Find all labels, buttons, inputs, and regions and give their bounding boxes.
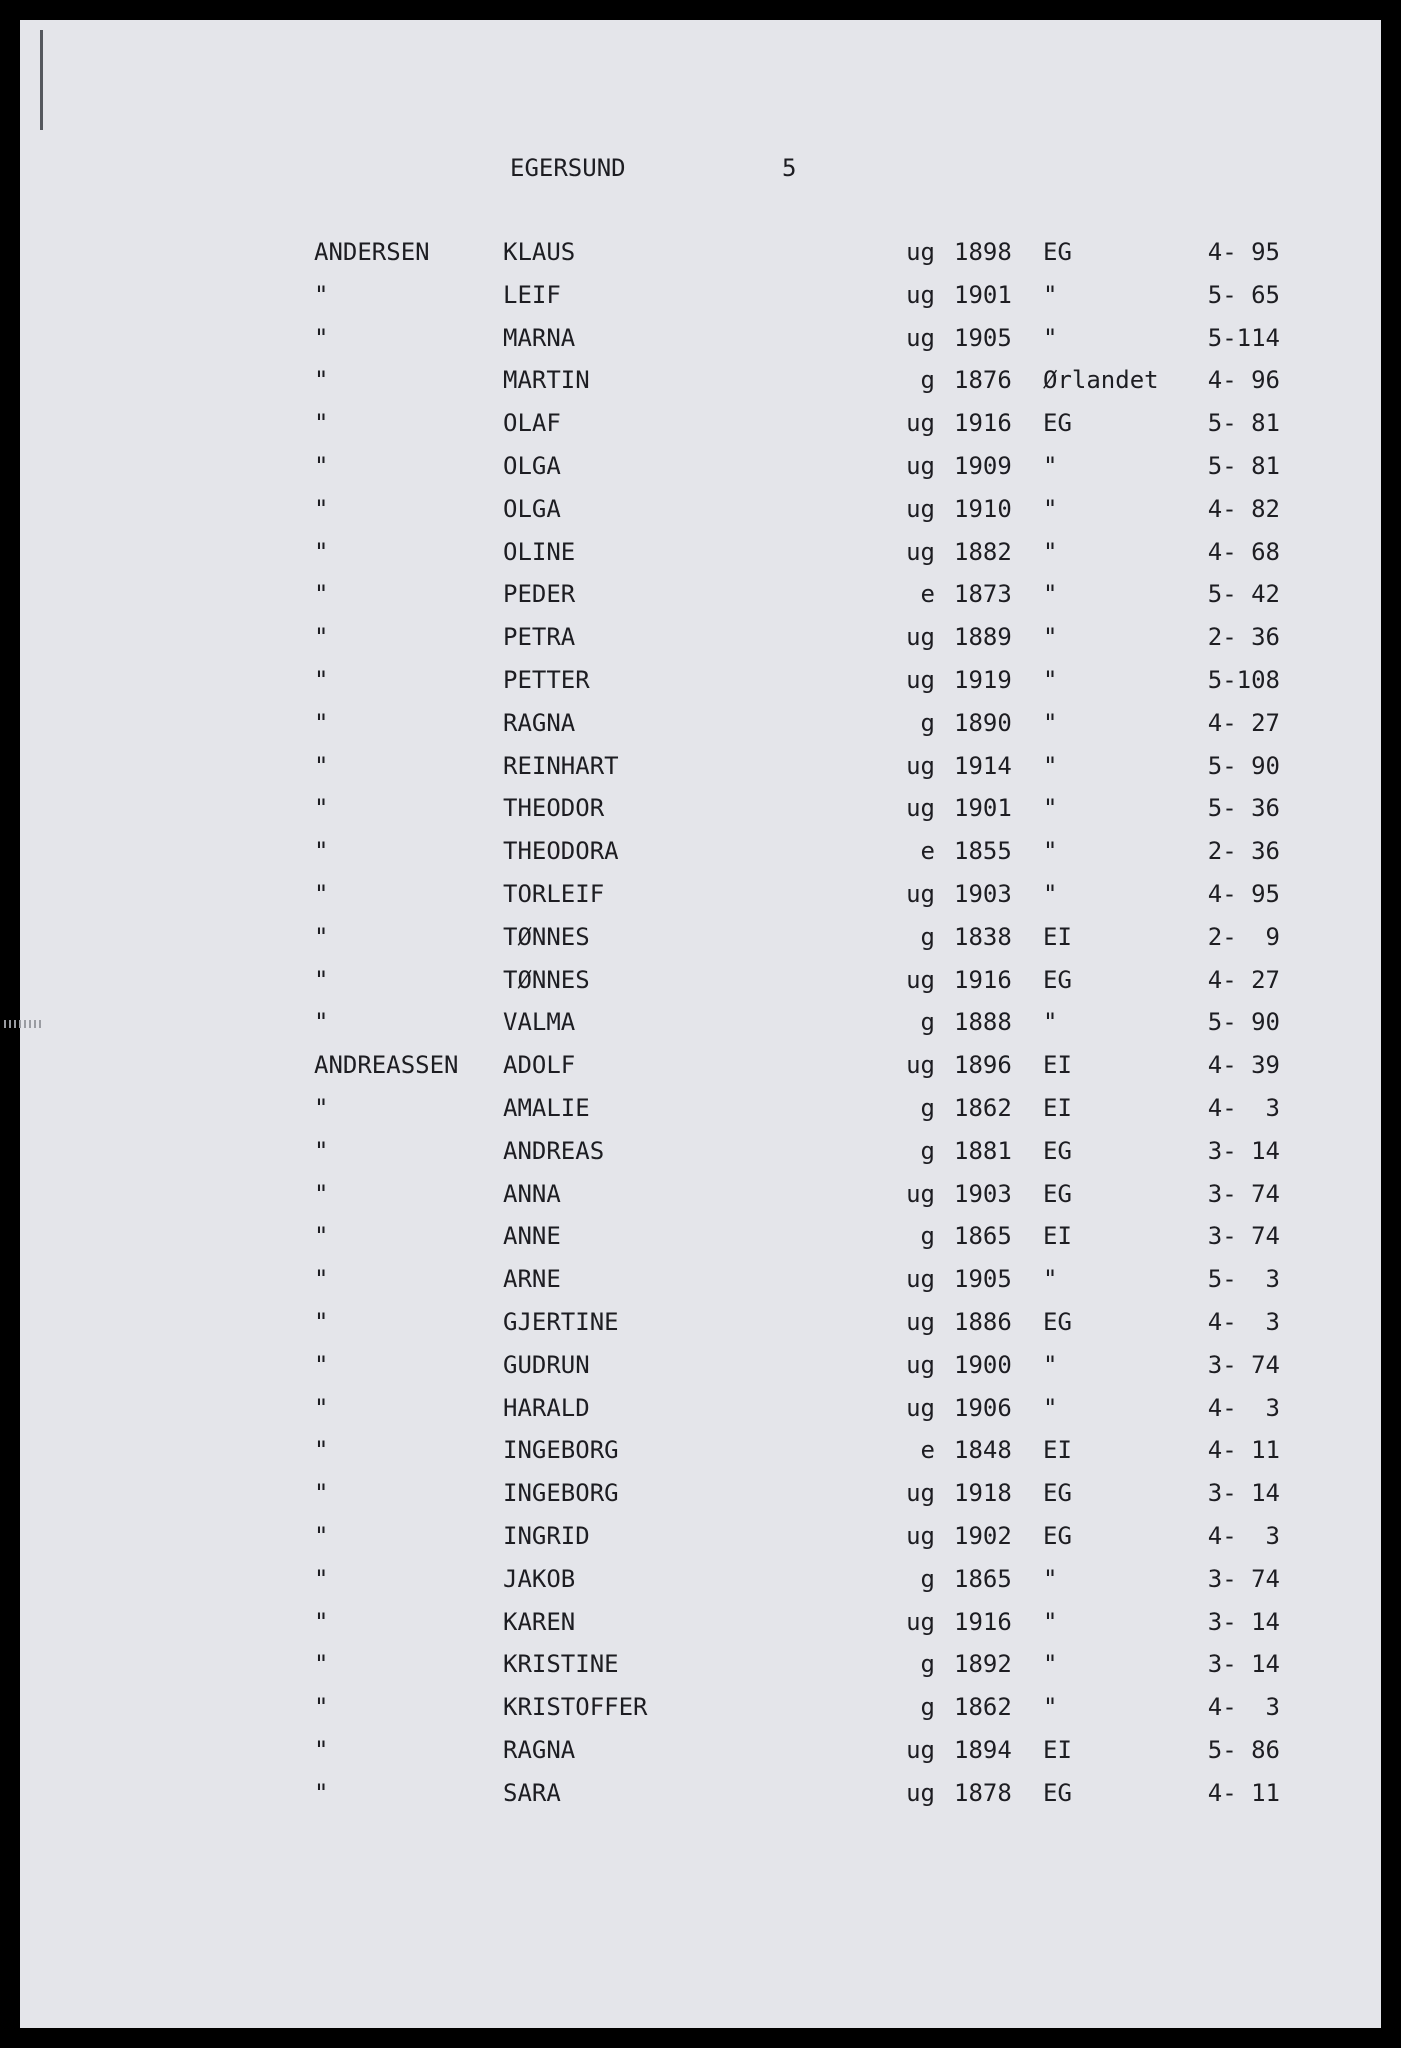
given-name-cell: ANNE bbox=[503, 1222, 561, 1251]
birth-year-cell: 1909 bbox=[954, 452, 1012, 480]
birth-year-cell: 1905 bbox=[954, 323, 1012, 352]
birth-year-cell: 1886 bbox=[954, 1308, 1012, 1336]
surname-cell: " bbox=[314, 965, 329, 994]
birth-year-cell: 1918 bbox=[954, 1479, 1012, 1508]
table-row bbox=[0, 411, 1401, 451]
given-name-cell: INGRID bbox=[503, 1522, 590, 1550]
given-name-cell: PEDER bbox=[503, 580, 576, 609]
table-row bbox=[0, 625, 1401, 665]
surname-cell: " bbox=[314, 280, 329, 309]
given-name-cell: PETTER bbox=[503, 666, 590, 694]
status-cell: e bbox=[920, 837, 935, 866]
status-cell: ug bbox=[906, 323, 935, 352]
table-row bbox=[0, 368, 1401, 408]
scan-edge-mark bbox=[40, 30, 43, 130]
birthplace-cell: EG bbox=[1043, 409, 1072, 438]
birth-year-cell: 1898 bbox=[954, 238, 1012, 266]
reference-cell: 5- 3 bbox=[1207, 1265, 1280, 1294]
surname-cell: " bbox=[314, 837, 329, 866]
page-title: EGERSUND bbox=[510, 154, 626, 182]
birthplace-cell: " bbox=[1043, 1265, 1058, 1294]
birthplace-cell: EG bbox=[1043, 1179, 1072, 1208]
table-row bbox=[0, 1564, 1401, 1607]
table-row bbox=[0, 1652, 1401, 1692]
table-row bbox=[0, 240, 1401, 280]
birthplace-cell: EG bbox=[1043, 1479, 1072, 1508]
birth-year-cell: 1838 bbox=[954, 922, 1012, 951]
reference-cell: 5- 65 bbox=[1207, 280, 1280, 309]
status-cell: g bbox=[920, 1136, 935, 1165]
birthplace-cell: EG bbox=[1043, 238, 1072, 266]
birth-year-cell: 1894 bbox=[954, 1736, 1012, 1764]
given-name-cell: OLAF bbox=[503, 409, 561, 438]
surname-cell: " bbox=[314, 623, 329, 652]
birth-year-cell: 1903 bbox=[954, 1179, 1012, 1208]
status-cell: g bbox=[920, 1008, 935, 1037]
table-row bbox=[0, 751, 1401, 794]
table-row bbox=[0, 1393, 1401, 1436]
surname-cell: " bbox=[314, 452, 329, 480]
table-row bbox=[0, 668, 1401, 708]
surname-cell: " bbox=[314, 1778, 329, 1807]
given-name-cell: TORLEIF bbox=[503, 880, 605, 908]
birthplace-cell: EG bbox=[1043, 1308, 1072, 1336]
table-row bbox=[0, 965, 1401, 1008]
birthplace-cell: " bbox=[1043, 280, 1058, 309]
table-row bbox=[0, 280, 1401, 323]
table-row bbox=[0, 708, 1401, 751]
surname-cell: " bbox=[314, 1350, 329, 1379]
given-name-cell: RAGNA bbox=[503, 708, 576, 737]
table-row bbox=[0, 1224, 1401, 1264]
status-cell: e bbox=[920, 580, 935, 609]
status-cell: g bbox=[920, 708, 935, 737]
birth-year-cell: 1882 bbox=[954, 537, 1012, 566]
reference-cell: 3- 14 bbox=[1207, 1650, 1280, 1679]
surname-cell: " bbox=[314, 1265, 329, 1294]
surname-cell: " bbox=[314, 409, 329, 438]
status-cell: g bbox=[920, 1564, 935, 1593]
birthplace-cell: " bbox=[1043, 1607, 1058, 1636]
birthplace-cell: " bbox=[1043, 666, 1058, 694]
birthplace-cell: " bbox=[1043, 323, 1058, 352]
status-cell: ug bbox=[906, 1350, 935, 1379]
surname-cell: " bbox=[314, 1650, 329, 1679]
table-row bbox=[0, 1695, 1401, 1735]
birth-year-cell: 1896 bbox=[954, 1051, 1012, 1080]
surname-cell: " bbox=[314, 1693, 329, 1722]
surname-cell: " bbox=[314, 1136, 329, 1165]
table-row bbox=[0, 1524, 1401, 1564]
reference-cell: 4- 27 bbox=[1207, 965, 1280, 994]
status-cell: ug bbox=[906, 1308, 935, 1336]
table-row bbox=[0, 1310, 1401, 1350]
reference-cell: 5- 90 bbox=[1207, 751, 1280, 780]
birthplace-cell: " bbox=[1043, 1650, 1058, 1679]
given-name-cell: ANNA bbox=[503, 1179, 561, 1208]
birth-year-cell: 1914 bbox=[954, 751, 1012, 780]
surname-cell: " bbox=[314, 1436, 329, 1465]
surname-cell: " bbox=[314, 1607, 329, 1636]
reference-cell: 4- 82 bbox=[1207, 494, 1280, 523]
status-cell: g bbox=[920, 1094, 935, 1122]
status-cell: g bbox=[920, 1222, 935, 1251]
surname-cell: " bbox=[314, 323, 329, 352]
status-cell: e bbox=[920, 1436, 935, 1465]
status-cell: ug bbox=[906, 1479, 935, 1508]
birthplace-cell: " bbox=[1043, 580, 1058, 609]
reference-cell: 4- 3 bbox=[1207, 1522, 1280, 1550]
table-row bbox=[0, 839, 1401, 879]
status-cell: g bbox=[920, 1650, 935, 1679]
birthplace-cell: EG bbox=[1043, 965, 1072, 994]
status-cell: ug bbox=[906, 965, 935, 994]
status-cell: ug bbox=[906, 409, 935, 438]
status-cell: ug bbox=[906, 751, 935, 780]
birthplace-cell: " bbox=[1043, 452, 1058, 480]
status-cell: ug bbox=[906, 880, 935, 908]
table-row bbox=[0, 1096, 1401, 1136]
reference-cell: 4- 95 bbox=[1207, 880, 1280, 908]
surname-cell: " bbox=[314, 1479, 329, 1508]
given-name-cell: GJERTINE bbox=[503, 1308, 619, 1336]
birthplace-cell: EG bbox=[1043, 1136, 1072, 1165]
birthplace-cell: EI bbox=[1043, 1436, 1072, 1465]
birth-year-cell: 1890 bbox=[954, 708, 1012, 737]
birth-year-cell: 1889 bbox=[954, 623, 1012, 652]
table-row bbox=[0, 1010, 1401, 1050]
birthplace-cell: " bbox=[1043, 794, 1058, 823]
status-cell: ug bbox=[906, 1179, 935, 1208]
given-name-cell: OLGA bbox=[503, 452, 561, 480]
table-row bbox=[0, 537, 1401, 580]
table-row bbox=[0, 494, 1401, 537]
surname-cell: " bbox=[314, 1179, 329, 1208]
status-cell: ug bbox=[906, 1265, 935, 1294]
surname-cell: " bbox=[314, 1222, 329, 1251]
reference-cell: 4- 27 bbox=[1207, 708, 1280, 737]
status-cell: ug bbox=[906, 1607, 935, 1636]
birth-year-cell: 1919 bbox=[954, 666, 1012, 694]
given-name-cell: OLINE bbox=[503, 537, 576, 566]
birth-year-cell: 1865 bbox=[954, 1222, 1012, 1251]
birth-year-cell: 1900 bbox=[954, 1350, 1012, 1379]
birth-year-cell: 1916 bbox=[954, 1607, 1012, 1636]
reference-cell: 2- 36 bbox=[1207, 837, 1280, 866]
status-cell: ug bbox=[906, 1778, 935, 1807]
birth-year-cell: 1902 bbox=[954, 1522, 1012, 1550]
birthplace-cell: EI bbox=[1043, 1051, 1072, 1080]
given-name-cell: REINHART bbox=[503, 751, 619, 780]
surname-cell: " bbox=[314, 1308, 329, 1336]
given-name-cell: KLAUS bbox=[503, 238, 576, 266]
status-cell: ug bbox=[906, 494, 935, 523]
given-name-cell: PETRA bbox=[503, 623, 576, 652]
given-name-cell: SARA bbox=[503, 1778, 561, 1807]
birthplace-cell: " bbox=[1043, 1393, 1058, 1422]
birthplace-cell: " bbox=[1043, 623, 1058, 652]
reference-cell: 4- 3 bbox=[1207, 1393, 1280, 1422]
birth-year-cell: 1855 bbox=[954, 837, 1012, 866]
birthplace-cell: " bbox=[1043, 880, 1058, 908]
reference-cell: 4- 39 bbox=[1207, 1051, 1280, 1080]
given-name-cell: ADOLF bbox=[503, 1051, 576, 1080]
table-row bbox=[0, 882, 1401, 922]
surname-cell: " bbox=[314, 1094, 329, 1122]
status-cell: ug bbox=[906, 1522, 935, 1550]
surname-cell: ANDERSEN bbox=[314, 238, 430, 266]
birth-year-cell: 1865 bbox=[954, 1564, 1012, 1593]
surname-cell: " bbox=[314, 1393, 329, 1422]
surname-cell: " bbox=[314, 1522, 329, 1550]
reference-cell: 5- 81 bbox=[1207, 409, 1280, 438]
birthplace-cell: " bbox=[1043, 1693, 1058, 1722]
status-cell: ug bbox=[906, 794, 935, 823]
surname-cell: " bbox=[314, 666, 329, 694]
given-name-cell: KRISTINE bbox=[503, 1650, 619, 1679]
birthplace-cell: " bbox=[1043, 837, 1058, 866]
table-row bbox=[0, 1778, 1401, 1821]
reference-cell: 2- 36 bbox=[1207, 623, 1280, 652]
surname-cell: " bbox=[314, 880, 329, 908]
birth-year-cell: 1905 bbox=[954, 1265, 1012, 1294]
reference-cell: 4- 3 bbox=[1207, 1094, 1280, 1122]
given-name-cell: OLGA bbox=[503, 494, 561, 523]
table-row bbox=[0, 1053, 1401, 1093]
status-cell: ug bbox=[906, 1736, 935, 1764]
birth-year-cell: 1873 bbox=[954, 580, 1012, 609]
table-row bbox=[0, 1179, 1401, 1222]
table-row bbox=[0, 1136, 1401, 1179]
reference-cell: 5- 90 bbox=[1207, 1008, 1280, 1037]
birth-year-cell: 1878 bbox=[954, 1778, 1012, 1807]
surname-cell: " bbox=[314, 580, 329, 609]
birthplace-cell: " bbox=[1043, 1008, 1058, 1037]
birthplace-cell: EI bbox=[1043, 1222, 1072, 1251]
surname-cell: " bbox=[314, 537, 329, 566]
surname-cell: " bbox=[314, 922, 329, 951]
birthplace-cell: " bbox=[1043, 751, 1058, 780]
surname-cell: " bbox=[314, 751, 329, 780]
birth-year-cell: 1876 bbox=[954, 366, 1012, 395]
given-name-cell: MARTIN bbox=[503, 366, 590, 395]
surname-cell: " bbox=[314, 494, 329, 523]
given-name-cell: GUDRUN bbox=[503, 1350, 590, 1379]
reference-cell: 2- 9 bbox=[1207, 922, 1280, 951]
given-name-cell: TØNNES bbox=[503, 922, 590, 951]
reference-cell: 3- 14 bbox=[1207, 1607, 1280, 1636]
birthplace-cell: " bbox=[1043, 1350, 1058, 1379]
table-row bbox=[0, 1267, 1401, 1307]
table-row bbox=[0, 1438, 1401, 1478]
reference-cell: 5- 86 bbox=[1207, 1736, 1280, 1764]
table-row bbox=[0, 922, 1401, 965]
given-name-cell: INGEBORG bbox=[503, 1479, 619, 1508]
given-name-cell: THEODOR bbox=[503, 794, 605, 823]
birthplace-cell: EI bbox=[1043, 1094, 1072, 1122]
birthplace-cell: EI bbox=[1043, 922, 1072, 951]
birth-year-cell: 1862 bbox=[954, 1693, 1012, 1722]
birthplace-cell: " bbox=[1043, 537, 1058, 566]
status-cell: ug bbox=[906, 666, 935, 694]
table-row bbox=[0, 323, 1401, 366]
table-row bbox=[0, 1738, 1401, 1778]
table-row bbox=[0, 454, 1401, 494]
reference-cell: 3- 74 bbox=[1207, 1564, 1280, 1593]
table-row bbox=[0, 1350, 1401, 1393]
given-name-cell: MARNA bbox=[503, 323, 576, 352]
given-name-cell: JAKOB bbox=[503, 1564, 576, 1593]
birth-year-cell: 1916 bbox=[954, 409, 1012, 438]
given-name-cell: VALMA bbox=[503, 1008, 576, 1037]
given-name-cell: KRISTOFFER bbox=[503, 1693, 648, 1722]
surname-cell: " bbox=[314, 1008, 329, 1037]
table-row bbox=[0, 582, 1401, 622]
birth-year-cell: 1901 bbox=[954, 280, 1012, 309]
given-name-cell: AMALIE bbox=[503, 1094, 590, 1122]
surname-cell: " bbox=[314, 708, 329, 737]
status-cell: g bbox=[920, 366, 935, 395]
birthplace-cell: Ørlandet bbox=[1043, 366, 1159, 395]
reference-cell: 3- 14 bbox=[1207, 1479, 1280, 1508]
surname-cell: " bbox=[314, 1736, 329, 1764]
reference-cell: 3- 74 bbox=[1207, 1179, 1280, 1208]
surname-cell: " bbox=[314, 1564, 329, 1593]
table-row bbox=[0, 796, 1401, 836]
reference-cell: 4- 95 bbox=[1207, 238, 1280, 266]
status-cell: ug bbox=[906, 1051, 935, 1080]
reference-cell: 3- 14 bbox=[1207, 1136, 1280, 1165]
given-name-cell: TØNNES bbox=[503, 965, 590, 994]
status-cell: g bbox=[920, 922, 935, 951]
birth-year-cell: 1916 bbox=[954, 965, 1012, 994]
reference-cell: 3- 74 bbox=[1207, 1350, 1280, 1379]
given-name-cell: INGEBORG bbox=[503, 1436, 619, 1465]
reference-cell: 5-114 bbox=[1207, 323, 1280, 352]
reference-cell: 4- 3 bbox=[1207, 1693, 1280, 1722]
reference-cell: 5- 81 bbox=[1207, 452, 1280, 480]
reference-cell: 4- 11 bbox=[1207, 1778, 1280, 1807]
birth-year-cell: 1903 bbox=[954, 880, 1012, 908]
given-name-cell: LEIF bbox=[503, 280, 561, 309]
given-name-cell: RAGNA bbox=[503, 1736, 576, 1764]
table-row bbox=[0, 1607, 1401, 1650]
status-cell: ug bbox=[906, 238, 935, 266]
birthplace-cell: EG bbox=[1043, 1778, 1072, 1807]
birth-year-cell: 1892 bbox=[954, 1650, 1012, 1679]
reference-cell: 4- 11 bbox=[1207, 1436, 1280, 1465]
given-name-cell: HARALD bbox=[503, 1393, 590, 1422]
reference-cell: 5- 42 bbox=[1207, 580, 1280, 609]
given-name-cell: ARNE bbox=[503, 1265, 561, 1294]
surname-cell: " bbox=[314, 794, 329, 823]
status-cell: ug bbox=[906, 1393, 935, 1422]
birthplace-cell: EG bbox=[1043, 1522, 1072, 1550]
birthplace-cell: " bbox=[1043, 708, 1058, 737]
birth-year-cell: 1910 bbox=[954, 494, 1012, 523]
given-name-cell: ANDREAS bbox=[503, 1136, 605, 1165]
birth-year-cell: 1881 bbox=[954, 1136, 1012, 1165]
status-cell: g bbox=[920, 1693, 935, 1722]
reference-cell: 4- 3 bbox=[1207, 1308, 1280, 1336]
reference-cell: 3- 74 bbox=[1207, 1222, 1280, 1251]
page-number: 5 bbox=[782, 154, 797, 182]
birth-year-cell: 1901 bbox=[954, 794, 1012, 823]
surname-cell: ANDREASSEN bbox=[314, 1051, 459, 1080]
given-name-cell: KAREN bbox=[503, 1607, 576, 1636]
table-row bbox=[0, 1481, 1401, 1521]
given-name-cell: THEODORA bbox=[503, 837, 619, 866]
status-cell: ug bbox=[906, 623, 935, 652]
birthplace-cell: " bbox=[1043, 1564, 1058, 1593]
birth-year-cell: 1848 bbox=[954, 1436, 1012, 1465]
reference-cell: 5-108 bbox=[1207, 666, 1280, 694]
birth-year-cell: 1906 bbox=[954, 1393, 1012, 1422]
birthplace-cell: EI bbox=[1043, 1736, 1072, 1764]
birthplace-cell: " bbox=[1043, 494, 1058, 523]
status-cell: ug bbox=[906, 537, 935, 566]
birth-year-cell: 1888 bbox=[954, 1008, 1012, 1037]
birth-year-cell: 1862 bbox=[954, 1094, 1012, 1122]
surname-cell: " bbox=[314, 366, 329, 395]
reference-cell: 4- 96 bbox=[1207, 366, 1280, 395]
reference-cell: 4- 68 bbox=[1207, 537, 1280, 566]
status-cell: ug bbox=[906, 280, 935, 309]
status-cell: ug bbox=[906, 452, 935, 480]
reference-cell: 5- 36 bbox=[1207, 794, 1280, 823]
